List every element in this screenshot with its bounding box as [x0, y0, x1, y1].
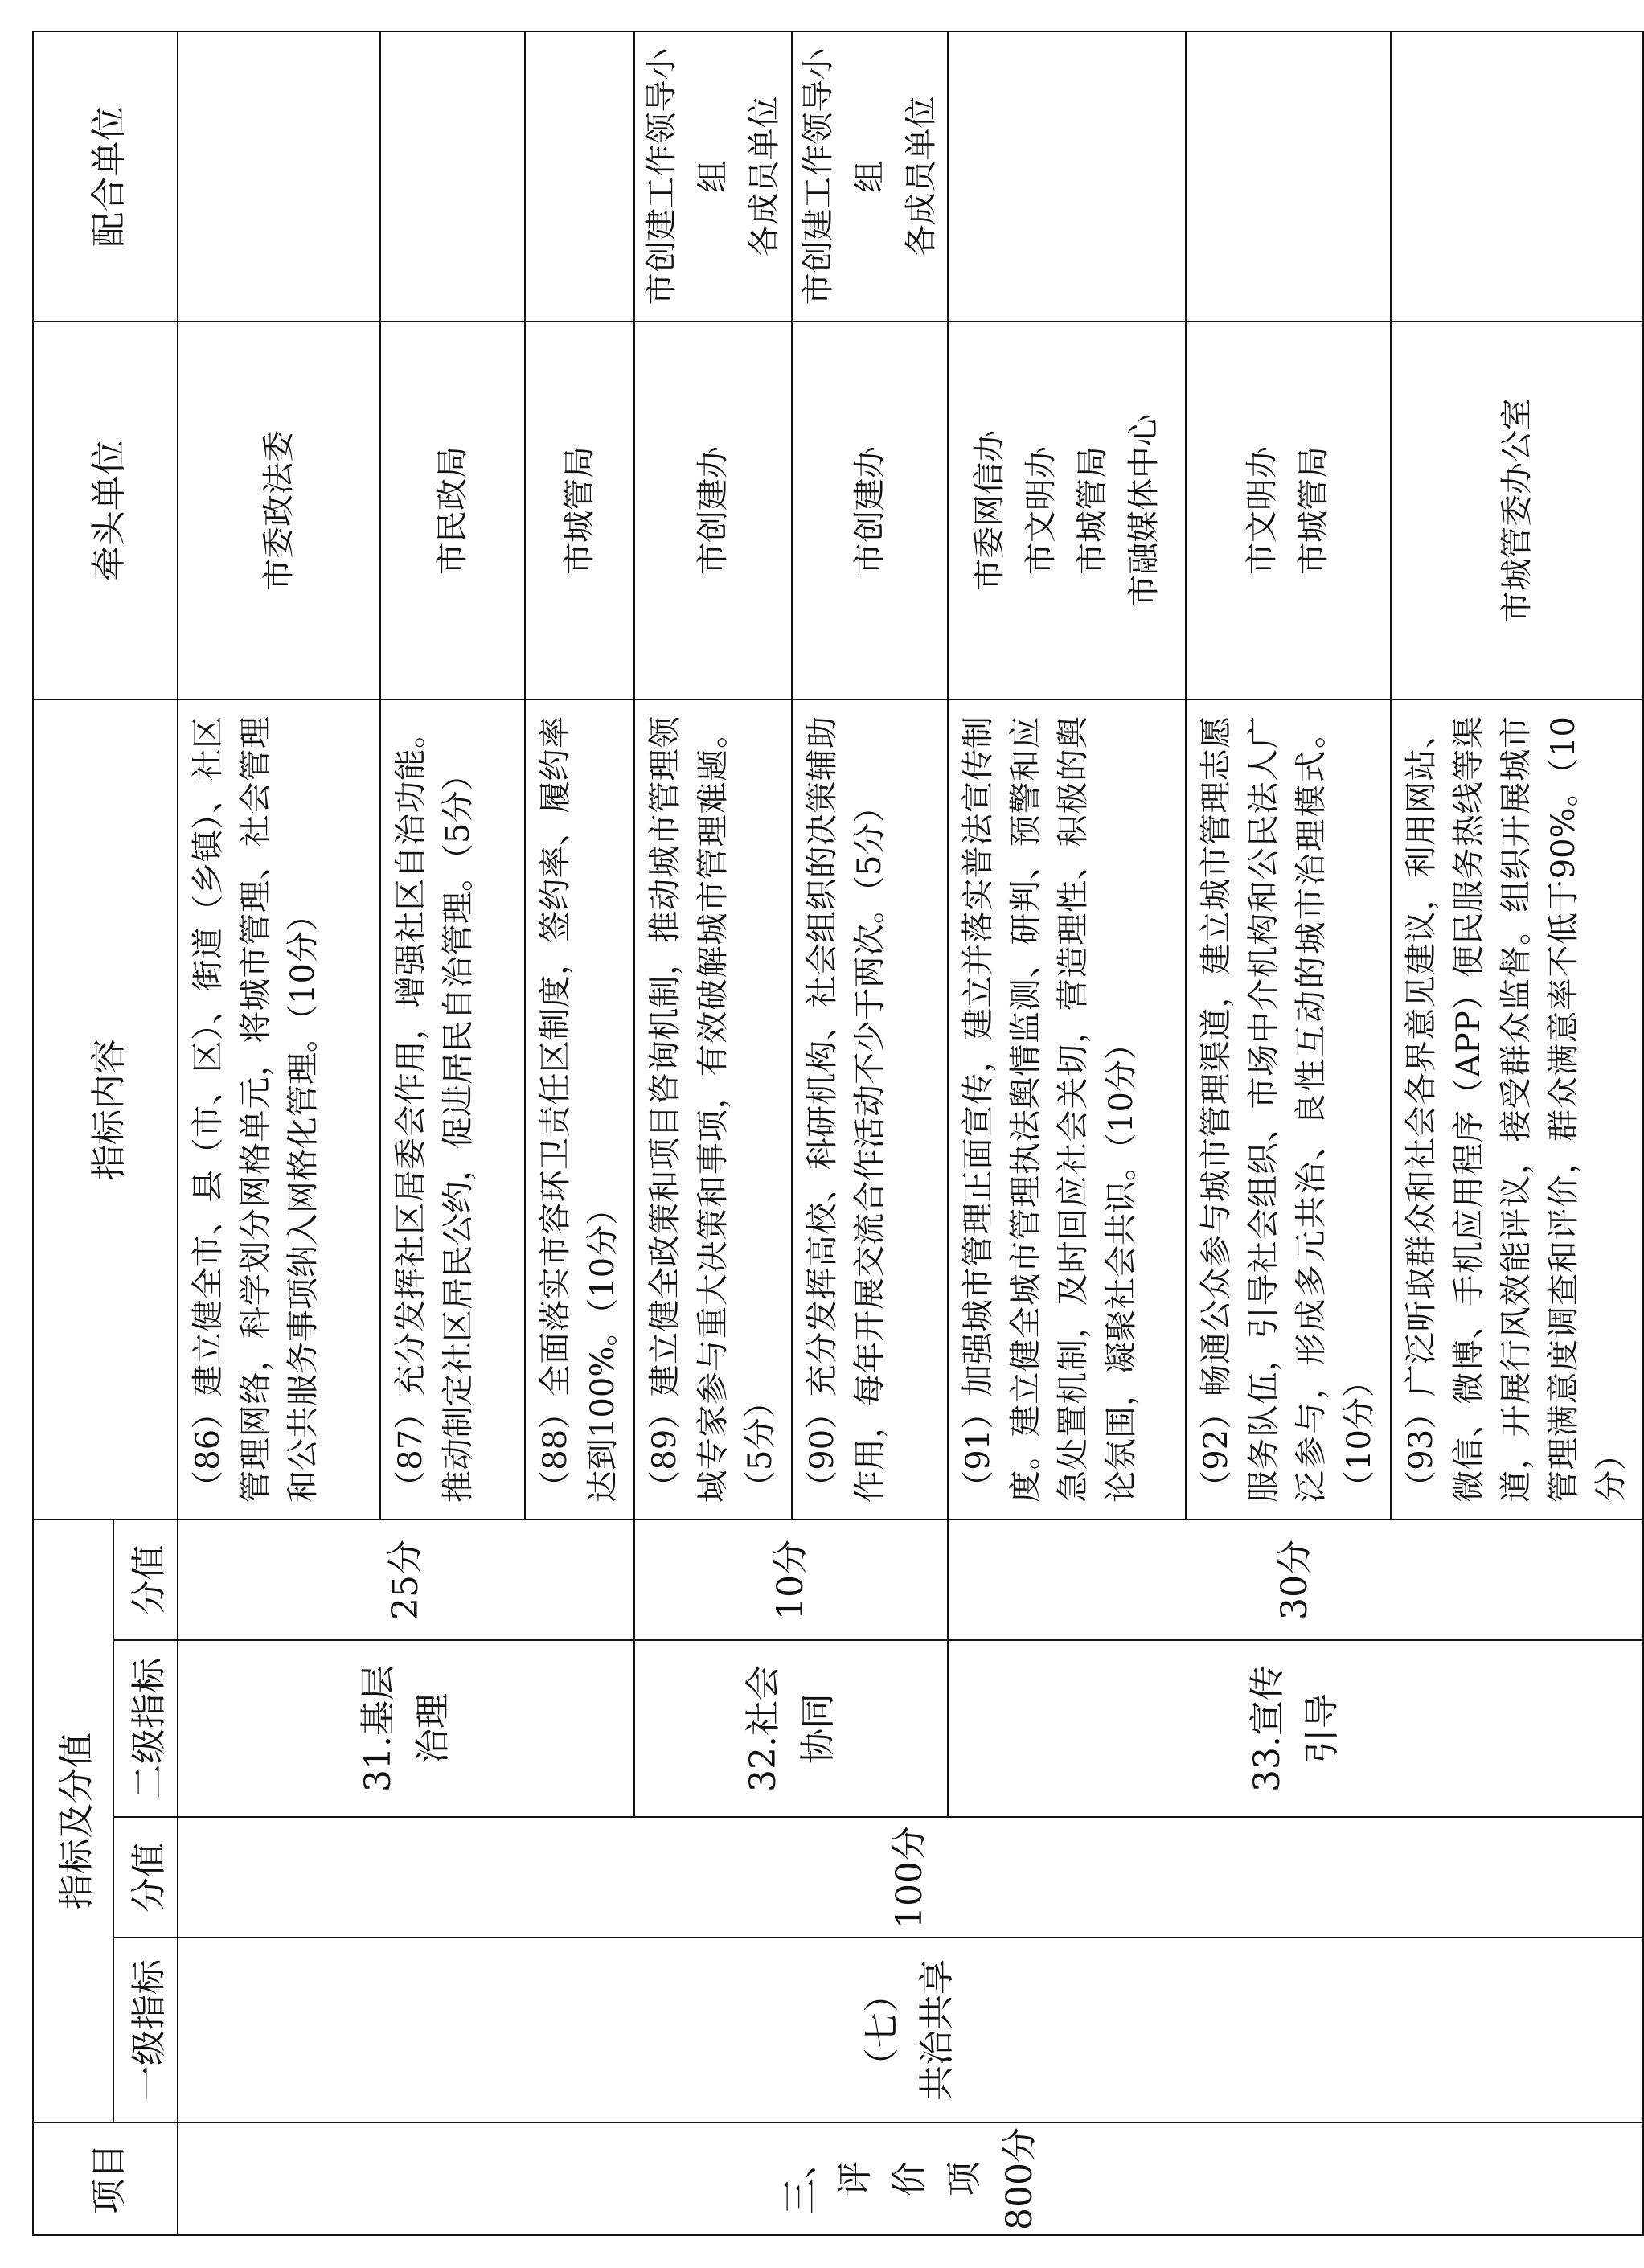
indicator-content-90: （90）充分发挥高校、科研机构、社会组织的决策辅助作用，每年开展交流合作活动不少于两次。（5分） [792, 699, 948, 1520]
level2-score-social-synergy: 10分 [634, 1520, 948, 1640]
level2-name-publicity-guidance: 33.宣传 引导 [948, 1640, 1643, 1817]
level2-score-publicity-guidance: 30分 [948, 1520, 1643, 1640]
level2-name-social-synergy: 32.社会 协同 [634, 1640, 948, 1817]
indicator-content-91: （91）加强城市管理正面宣传，建立并落实普法宣传制度。建立健全城市管理执法舆情监测、研判、预警和应急处置机制，及时回应社会关切，营造理性、积极的舆论氛围，凝聚社会共识。（10分） [948, 699, 1186, 1520]
lead-unit-89: 市创建办 [634, 322, 792, 699]
coop-unit-90: 市创建工作领导小组 各成员单位 [792, 31, 948, 322]
header-lead-unit: 牵头单位 [33, 322, 178, 699]
indicator-content-87: （87）充分发挥社区居委会作用，增强社区自治功能。推动制定社区居民公约，促进居民自治管理。（5分） [380, 699, 525, 1520]
coop-unit-87 [380, 31, 525, 322]
header-level2-score: 分值 [113, 1520, 178, 1640]
coop-unit-92 [1186, 31, 1391, 322]
header-level2: 二级指标 [113, 1640, 178, 1817]
level1-name-cell: （七） 共治共享 [178, 1938, 1643, 2122]
coop-unit-88 [525, 31, 634, 322]
evaluation-table [32, 31, 1644, 2236]
header-indicators-and-scores: 指标及分值 [33, 1520, 113, 2122]
indicator-content-88: （88）全面落实市容环卫责任区制度，签约率、履约率达到100%。（10分） [525, 699, 634, 1520]
indicator-content-92: （92）畅通公众参与城市管理渠道，建立城市管理志愿服务队伍，引导社会组织、市场中介机构和公民法人广泛参与，形成多元共治、良性互动的城市治理模式。（10分） [1186, 699, 1391, 1520]
header-content: 指标内容 [33, 699, 178, 1520]
header-level1: 一级指标 [113, 1938, 178, 2122]
level2-score-basic-governance: 25分 [178, 1520, 634, 1640]
level2-name-basic-governance: 31.基层 治理 [178, 1640, 634, 1817]
lead-unit-86: 市委政法委 [178, 322, 380, 699]
project-cell: 三、 评 价 项 800分 [178, 2122, 1643, 2235]
coop-unit-91 [948, 31, 1186, 322]
coop-unit-89: 市创建工作领导小组 各成员单位 [634, 31, 792, 322]
indicator-content-86: （86）建立健全市、县（市、区）、街道（乡镇）、社区管理网络，科学划分网格单元，将城市管理、社会管理和公共服务事项纳入网格化管理。（10分） [178, 699, 380, 1520]
lead-unit-93: 市城管委办公室 [1391, 322, 1643, 699]
level1-score-cell: 100分 [178, 1817, 1643, 1938]
coop-unit-93 [1391, 31, 1643, 322]
lead-unit-90: 市创建办 [792, 322, 948, 699]
lead-unit-88: 市城管局 [525, 322, 634, 699]
coop-unit-86 [178, 31, 380, 322]
lead-unit-91: 市委网信办 市文明办 市城管局 市融媒体中心 [948, 322, 1186, 699]
lead-unit-92: 市文明办 市城管局 [1186, 322, 1391, 699]
header-coop-unit: 配合单位 [33, 31, 178, 322]
lead-unit-87: 市民政局 [380, 322, 525, 699]
header-project: 项目 [33, 2122, 178, 2235]
header-level1-score: 分值 [113, 1817, 178, 1938]
indicator-content-89: （89）建立健全政策和项目咨询机制，推动城市管理领域专家参与重大决策和事项，有效破解城市管理难题。（5分） [634, 699, 792, 1520]
indicator-content-93: （93）广泛听取群众和社会各界意见建议，利用网站、微信、微博、手机应用程序（APP）便民服务热线等渠道，开展行风效能评议，接受群众监督。组织开展城市管理满意度调查和评价，群众满意率不低于90%。（10分） [1391, 699, 1643, 1520]
